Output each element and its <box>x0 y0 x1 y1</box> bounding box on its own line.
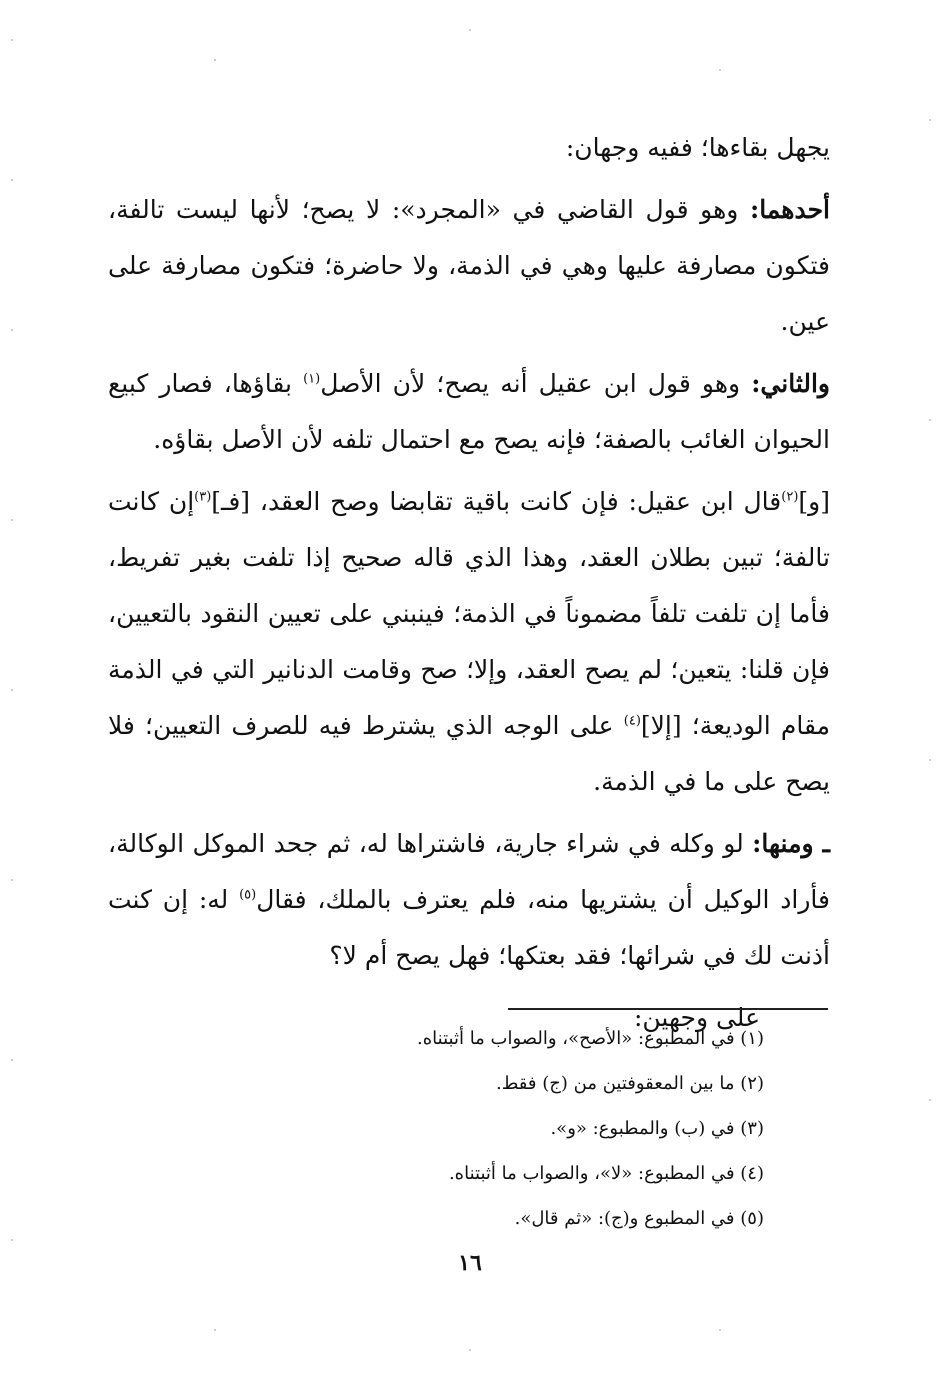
paragraph-4-text-a: [و] <box>798 487 830 516</box>
footnote-3: (٣) في (ب) والمطبوع: «و». <box>550 1118 764 1139</box>
footnote-5: (٥) في المطبوع و(ج): «ثم قال». <box>514 1208 764 1229</box>
page-number: ١٦ <box>458 1250 482 1276</box>
footnote-divider <box>508 1008 828 1010</box>
paragraph-4-text-b: قال ابن عقيل: فإن كانت باقية تقابضا وصح العقد، [فـ] <box>211 487 782 516</box>
paragraph-5-text-a: لو وكله في شراء جارية، فاشتراها له، ثم جحد الموكل الوكالة، فأراد الوكيل أن يشتريها منه، فلم يعترف بالملك، فقال <box>108 829 830 914</box>
footnote-4: (٤) في المطبوع: «لا»، والصواب ما أثبتناه. <box>448 1163 764 1184</box>
footnote-ref-3[interactable]: (٣) <box>194 489 212 505</box>
paragraph-4-text-c: إن كانت تالفة؛ تبين بطلان العقد، وهذا الذي قاله صحيح إذا تلفت بغير تفريط، فأما إن تلفت تلفاً مضموناً في الذمة؛ فينبني على تعيين النقود بالتعيين، فإن قلنا: يتعين؛ لم يصح العقد، وإلا؛ صح وقامت الدنانير التي في الذمة مقام الوديعة؛ [إلا] <box>108 487 830 740</box>
footnote-2: (٢) ما بين المعقوفتين من (ج) فقط. <box>496 1073 764 1094</box>
paragraph-1-text: يجهل بقاءها؛ ففيه وجهان: <box>565 133 830 162</box>
main-text <box>108 120 830 1052</box>
footnote-ref-5[interactable]: (٥) <box>239 887 257 903</box>
paragraph-5-text-b: له: إن كنت أذنت لك في شرائها؛ فقد بعتكها؛ فهل يصح أم لا؟ <box>108 885 830 970</box>
paragraph-4 <box>108 474 830 810</box>
paragraph-1 <box>108 120 830 176</box>
paragraph-2-lead: أحدهما: <box>749 195 830 224</box>
footnote-ref-1[interactable]: (١) <box>303 371 321 387</box>
paragraph-4-text-d: على الوجه الذي يشترط فيه للصرف التعيين؛ فلا يصح على ما في الذمة. <box>108 711 830 796</box>
paragraph-5-lead: ـ ومنها: <box>752 829 831 858</box>
paragraph-3-text-a: وهو قول ابن عقيل أنه يصح؛ لأن الأصل <box>320 369 752 398</box>
paragraph-6-text: على وجهين: <box>633 1003 760 1032</box>
paragraph-5 <box>108 816 830 984</box>
paragraph-2 <box>108 182 830 350</box>
paragraph-3-text-b: بقاؤها، فصار كبيع الحيوان الغائب بالصفة؛ فإنه يصح مع احتمال تلفه لأن الأصل بقاؤه. <box>108 369 830 454</box>
paragraph-3-lead: والثاني: <box>751 369 831 398</box>
footnote-ref-2[interactable]: (٢) <box>781 489 799 505</box>
footnote-1: (١) في المطبوع: «الأصح»، والصواب ما أثبتناه. <box>417 1028 764 1049</box>
paragraph-2-text: وهو قول القاضي في «المجرد»: لا يصح؛ لأنها ليست تالفة، فتكون مصارفة عليها وهي في الذمة، ولا حاضرة؛ فتكون مصارفة على عين. <box>108 195 830 336</box>
footnotes-section <box>300 1016 764 1241</box>
footnote-ref-4[interactable]: (٤) <box>623 713 641 729</box>
paragraph-3 <box>108 356 830 468</box>
